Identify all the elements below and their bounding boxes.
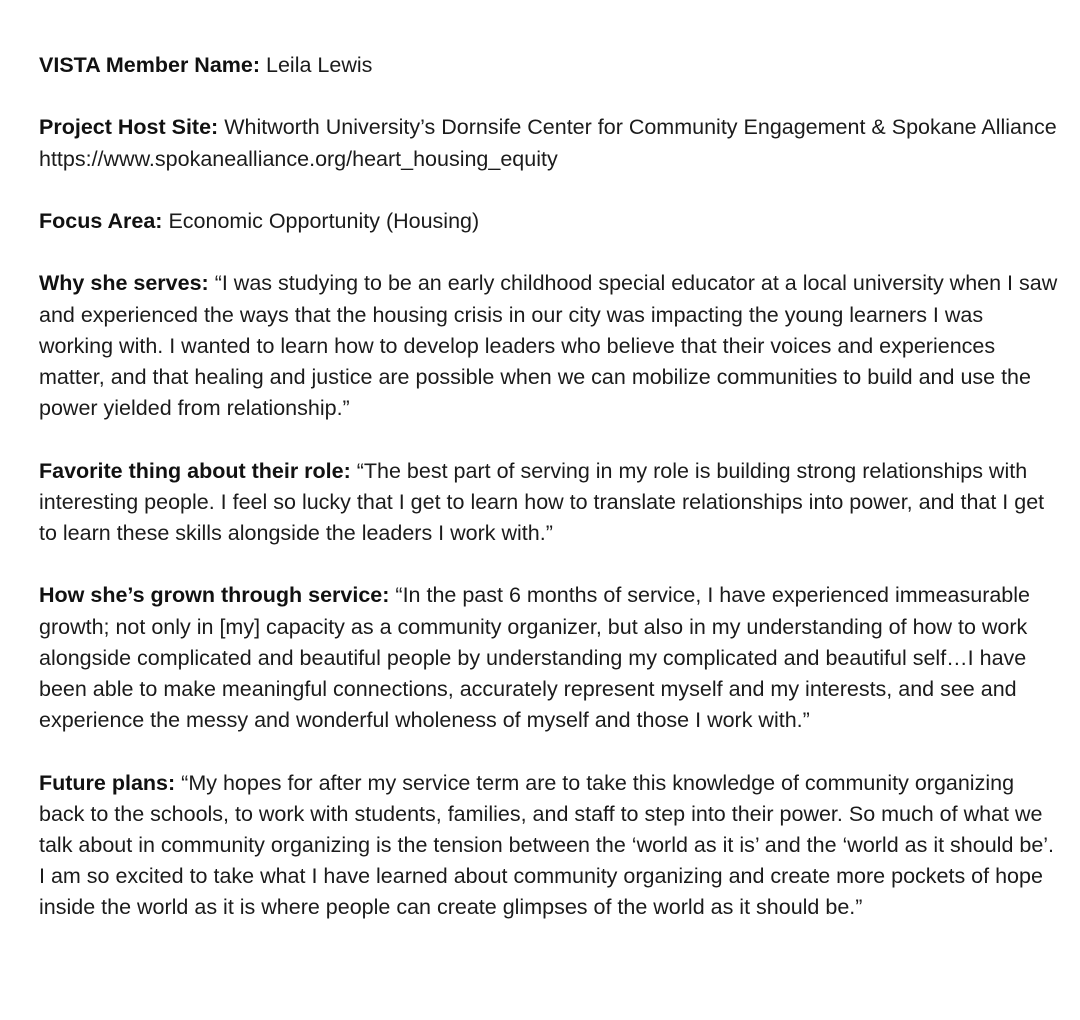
future-plans-field [39,768,1059,924]
favorite-thing-label: Favorite thing about their role: [39,458,351,483]
focus-area-field [39,206,1059,237]
host-site-field [39,112,1059,174]
growth-label: How she’s grown through service: [39,583,390,608]
member-name-label: VISTA Member Name: [39,53,261,77]
future-plans-quote: “My hopes for after my service term are to take this knowledge of community organizing back to the schools, to work with students, families, and staff to step into their power. So much of what we talk about in community organizing is the tension between the ‘world as it is’ and the ‘world as it should be’. I am so excited to take what I have learned about community organizing and create more pockets of hope inside the world as it is where people can create glimpses of the world as it should be.” [39,770,1055,920]
growth-quote: “In the past 6 months of service, I have experienced immeasurable growth; not only in [my] capacity as a community organizer, but also in my understanding of how to work alongside complicated and beautiful people by understanding my complicated and beautiful self…I have been able to make meaningful connections, accurately represent myself and my interests, and see and experience the messy and wonderful wholeness of myself and those I work with.” [39,583,1030,733]
member-name-value: Leila Lewis [266,53,373,77]
member-profile [39,50,1059,955]
focus-area-label: Focus Area: [39,208,163,233]
focus-area-value: Economic Opportunity (Housing) [168,208,480,233]
why-she-serves-quote: “I was studying to be an early childhood special educator at a local university when I saw and experienced the ways that the housing crisis in our city was impacting the young learners I was working with. I wanted to learn how to develop leaders who believe that their voices and experiences matter, and that healing and justice are possible when we can mobilize communities to build and use the power yielded from relationship.” [39,271,1058,421]
host-site-label: Project Host Site: [39,115,219,140]
favorite-thing-quote: “The best part of serving in my role is building strong relationships with interesting people. I feel so lucky that I get to learn how to translate relationships into power, and that I get to learn these skills alongside the leaders I work with.” [39,458,1045,545]
host-site-value: Whitworth University’s Dornsife Center for Community Engagement & Spokane Alliance https://www.spokanealliance.org/heart_housing_equity [39,115,1057,171]
growth-field [39,580,1059,736]
why-she-serves-field [39,268,1059,424]
member-name-field [39,50,1059,81]
favorite-thing-field [39,456,1059,550]
why-she-serves-label: Why she serves: [39,271,209,296]
future-plans-label: Future plans: [39,770,176,795]
